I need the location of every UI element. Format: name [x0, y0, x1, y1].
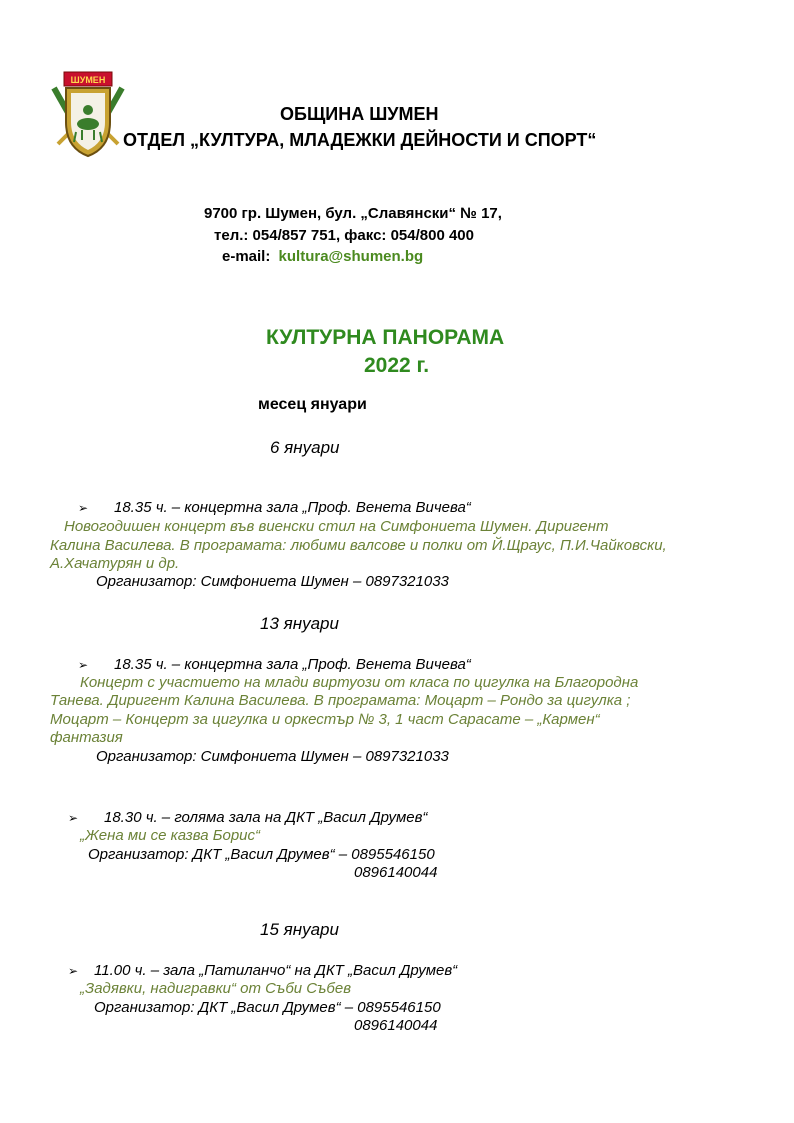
phone-fax: тел.: 054/857 751, факс: 054/800 400 — [214, 227, 474, 244]
title-line1: КУЛТУРНА ПАНОРАМА — [266, 326, 505, 349]
event-description: Новогодишен концерт във виенски стил на Симфониета Шумен. Диригент — [64, 518, 609, 535]
event-organizer: Организатор: ДКТ „Васил Друмев“ – 0895546150 — [94, 999, 441, 1016]
month-heading: месец януари — [258, 396, 367, 413]
bullet-arrow-icon: ➢ — [78, 501, 89, 515]
event-organizer: Организатор: Симфониета Шумен – 0897321033 — [96, 748, 449, 765]
date-heading: 15 януари — [260, 920, 339, 939]
event-description: Концерт с участието на млади виртуози от класа по цигулка на Благородна — [80, 674, 639, 691]
event-organizer: Организатор: Симфониета Шумен – 0897321033 — [96, 573, 449, 590]
bullet-arrow-icon: ➢ — [68, 811, 79, 825]
department-name: ОТДЕЛ „КУЛТУРА, МЛАДЕЖКИ ДЕЙНОСТИ И СПОРТ“ — [123, 130, 597, 150]
date-heading: 6 януари — [270, 438, 340, 457]
event-description: Моцарт – Концерт за цигулка и оркестър № 3, 1 част Сарасате – „Кармен“ — [50, 711, 600, 728]
event-time-place: ➢ 18.35 ч. – концертна зала „Проф. Венета Вичева“ — [78, 499, 471, 516]
email-link[interactable]: kultura@shumen.bg — [278, 248, 424, 265]
event-time-place: ➢ 11.00 ч. – зала „Патиланчо“ на ДКТ „Васил Друмев“ — [68, 962, 458, 979]
bullet-arrow-icon: ➢ — [68, 964, 79, 978]
event-description: Калина Василева. В програмата: любими валсове и полки от Й.Щраус, П.И.Чайковски, — [50, 537, 667, 554]
event-description: Танева. Диригент Калина Василева. В програмата: Моцарт – Рондо за цигулка ; — [50, 692, 631, 709]
event-organizer: Организатор: ДКТ „Васил Друмев“ – 0895546150 — [88, 846, 435, 863]
org-name: ОБЩИНА ШУМЕН — [280, 104, 439, 124]
svg-text:ШУМЕН: ШУМЕН — [70, 75, 106, 85]
event-organizer-phone: 0896140044 — [354, 864, 438, 881]
event-organizer-phone: 0896140044 — [354, 1017, 438, 1034]
event-description: А.Хачатурян и др. — [50, 555, 180, 572]
event-description: фантазия — [50, 729, 123, 746]
event-description: „Жена ми се казва Борис“ — [80, 827, 261, 844]
bullet-arrow-icon: ➢ — [78, 658, 89, 672]
shumen-coat-of-arms — [50, 70, 126, 160]
email-row — [222, 248, 423, 265]
event-time-place: ➢ 18.35 ч. – концертна зала „Проф. Венета Вичева“ — [78, 656, 471, 673]
event-time-place: ➢ 18.30 ч. – голяма зала на ДКТ „Васил Друмев“ — [68, 809, 428, 826]
email-label: e-mail: — [222, 248, 271, 265]
date-heading: 13 януари — [260, 614, 339, 633]
address: 9700 гр. Шумен, бул. „Славянски“ № 17, — [204, 205, 502, 222]
event-description: „Задявки, надигравки“ от Съби Събев — [80, 980, 352, 997]
title-year: 2022 г. — [364, 354, 430, 377]
